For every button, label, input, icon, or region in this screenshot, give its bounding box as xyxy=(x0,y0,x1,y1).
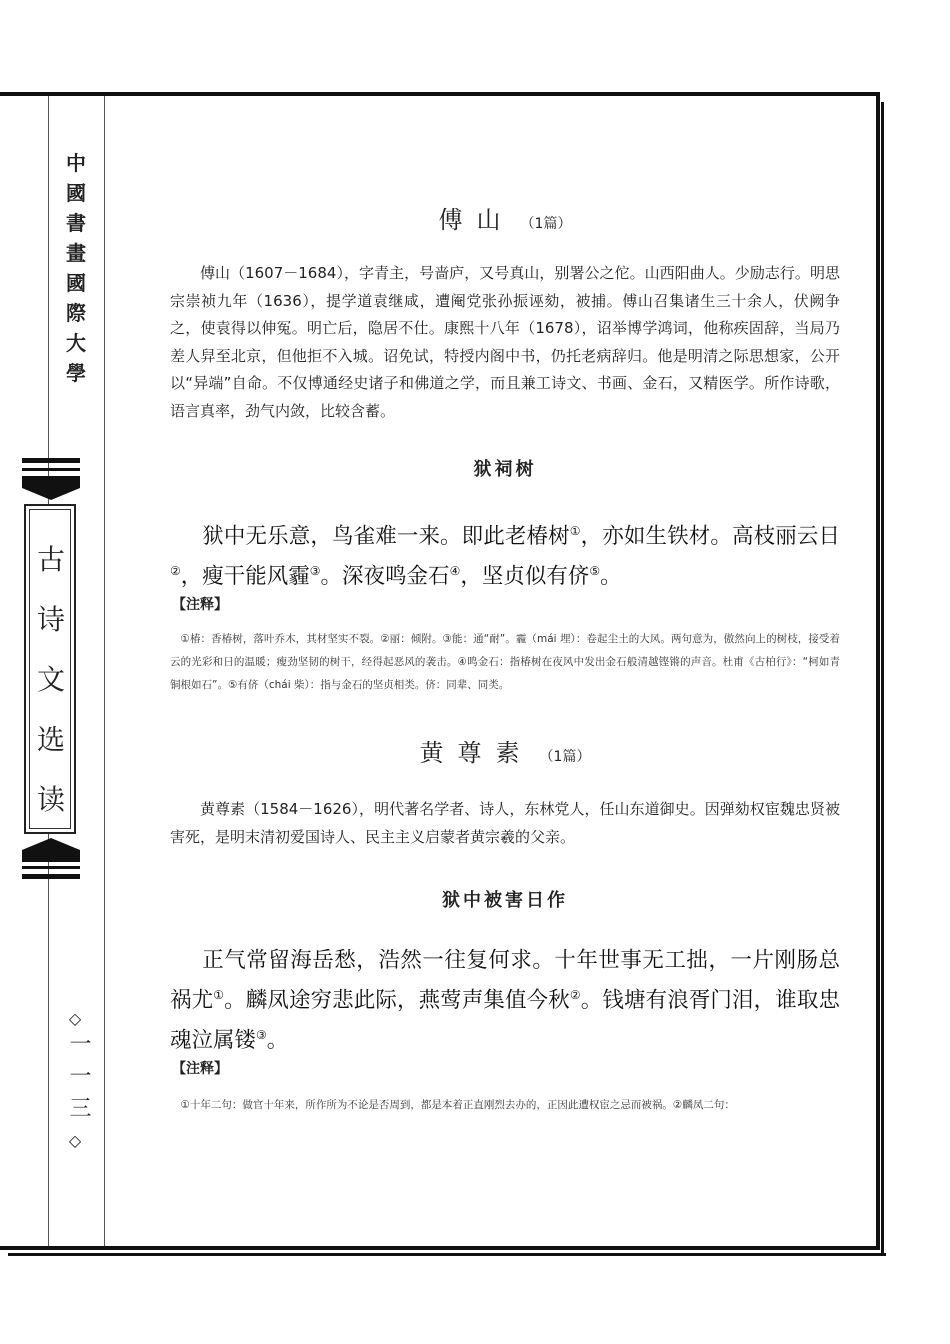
diamond-icon: ◇ xyxy=(68,1009,82,1028)
author-heading-huang-zunsu xyxy=(170,733,840,768)
page-number-block xyxy=(62,1006,91,1154)
footnote-mark: ① xyxy=(213,988,225,1002)
piece-count: （1篇） xyxy=(539,749,591,765)
footnote-mark: ③ xyxy=(309,564,321,579)
frame-shadow-line xyxy=(8,1253,886,1256)
footnote-mark: ② xyxy=(569,988,581,1002)
institution-name: 中國書畫國際大學 xyxy=(66,151,86,385)
footnote-mark: ② xyxy=(170,564,181,579)
notes-text: ①椿：香椿树，落叶乔木，其材坚实不裂。②丽：倾附。③能：通“耐”。霾（mái 埋）：卷起尘土的大风。两句意为，傲然向上的树枝，接受着云的光彩和日的温暖；瘦劲坚韧的树干，经得起恶风的袭击。④鸣金石：指椿树在夜风中发出金石般清越铿锵的声音。杜甫《古柏行》：“柯如青铜根如石”。⑤有侪（chái 柴）：指与金石的坚贞相类。侪：同辈、同类。 xyxy=(170,633,840,691)
author-name: 傅山 xyxy=(438,206,515,234)
spine-line-right xyxy=(104,96,105,1246)
page-number: 一一三 xyxy=(66,1032,91,1128)
spine-bar-top-2 xyxy=(22,468,80,471)
poem-title: 狱中被害日作 xyxy=(442,890,568,911)
poem-title: 狱祠树 xyxy=(473,459,537,480)
notes-label: 【注释】 xyxy=(172,1061,228,1077)
spine-bar-bottom-2 xyxy=(22,874,80,879)
author-name: 黄尊素 xyxy=(419,739,534,767)
footnote-mark: ③ xyxy=(256,1028,267,1043)
author-bio: 傅山（1607－1684），字青主，号啬庐，又号真山，别署公之佗。山西阳曲人。少励志行。明思宗崇祯九年（1636），提学道袁继咸，遭阉党张孙振诬劾，被捕。傅山召集诸生三十余人，伏阙争之，使袁得以伸冤。明亡后，隐居不仕。康熙十八年（1678），诏举博学鸿词，他称疾固辞，当局乃差人舁至北京，但他拒不入城。诏免试，特授内阁中书，仍托老病辞归。他是明清之际思想家，公开以“异端”自命。不仅博通经史诸子和佛道之学，而且兼工诗文、书画、金石，又精医学。所作诗歌，语言真率，劲气内敛，比较含蓄。 xyxy=(170,264,840,420)
poem-text: 狱中无乐意，鸟雀难一来。即此老椿树①，亦如生铁材。高枝丽云日②，瘦干能风霾③。深夜鸣金石④，坚贞似有侪⑤。 xyxy=(170,524,840,590)
notes-label: 【注释】 xyxy=(172,597,228,613)
spine-chevron-top-icon xyxy=(22,476,80,500)
spine-chevron-bottom-icon xyxy=(22,838,80,862)
footnote-mark: ⑤ xyxy=(589,564,601,579)
piece-count: （1篇） xyxy=(520,216,572,232)
spine-bar-bottom-1 xyxy=(22,866,80,869)
author-bio: 黄尊素（1584－1626），明代著名学者、诗人，东林党人，任山东道御史。因弹劾权宦魏忠贤被害死，是明末清初爱国诗人、民主主义启蒙者黄宗羲的父亲。 xyxy=(170,800,840,846)
footnote-mark: ④ xyxy=(449,564,461,579)
book-title: 古诗文选读 xyxy=(36,543,65,816)
spine-bar-top-1 xyxy=(22,458,80,463)
poem-text: 正气常留海岳愁，浩然一往复何求。十年世事无工拙，一片刚肠总祸尤①。麟凤途穷悲此际，燕莺声集值今秋②。钱塘有浪胥门泪，谁取忠魂泣属镂③。 xyxy=(170,948,840,1054)
notes-text: ①十年二句：做官十年来，所作所为不论是否周到，都是本着正直刚烈去办的，正因此遭权宦之忌而被祸。②麟凤二句： xyxy=(180,1099,735,1111)
footnote-mark: ① xyxy=(569,524,581,538)
author-heading-fu-shan xyxy=(170,200,840,235)
diamond-icon: ◇ xyxy=(68,1131,82,1150)
